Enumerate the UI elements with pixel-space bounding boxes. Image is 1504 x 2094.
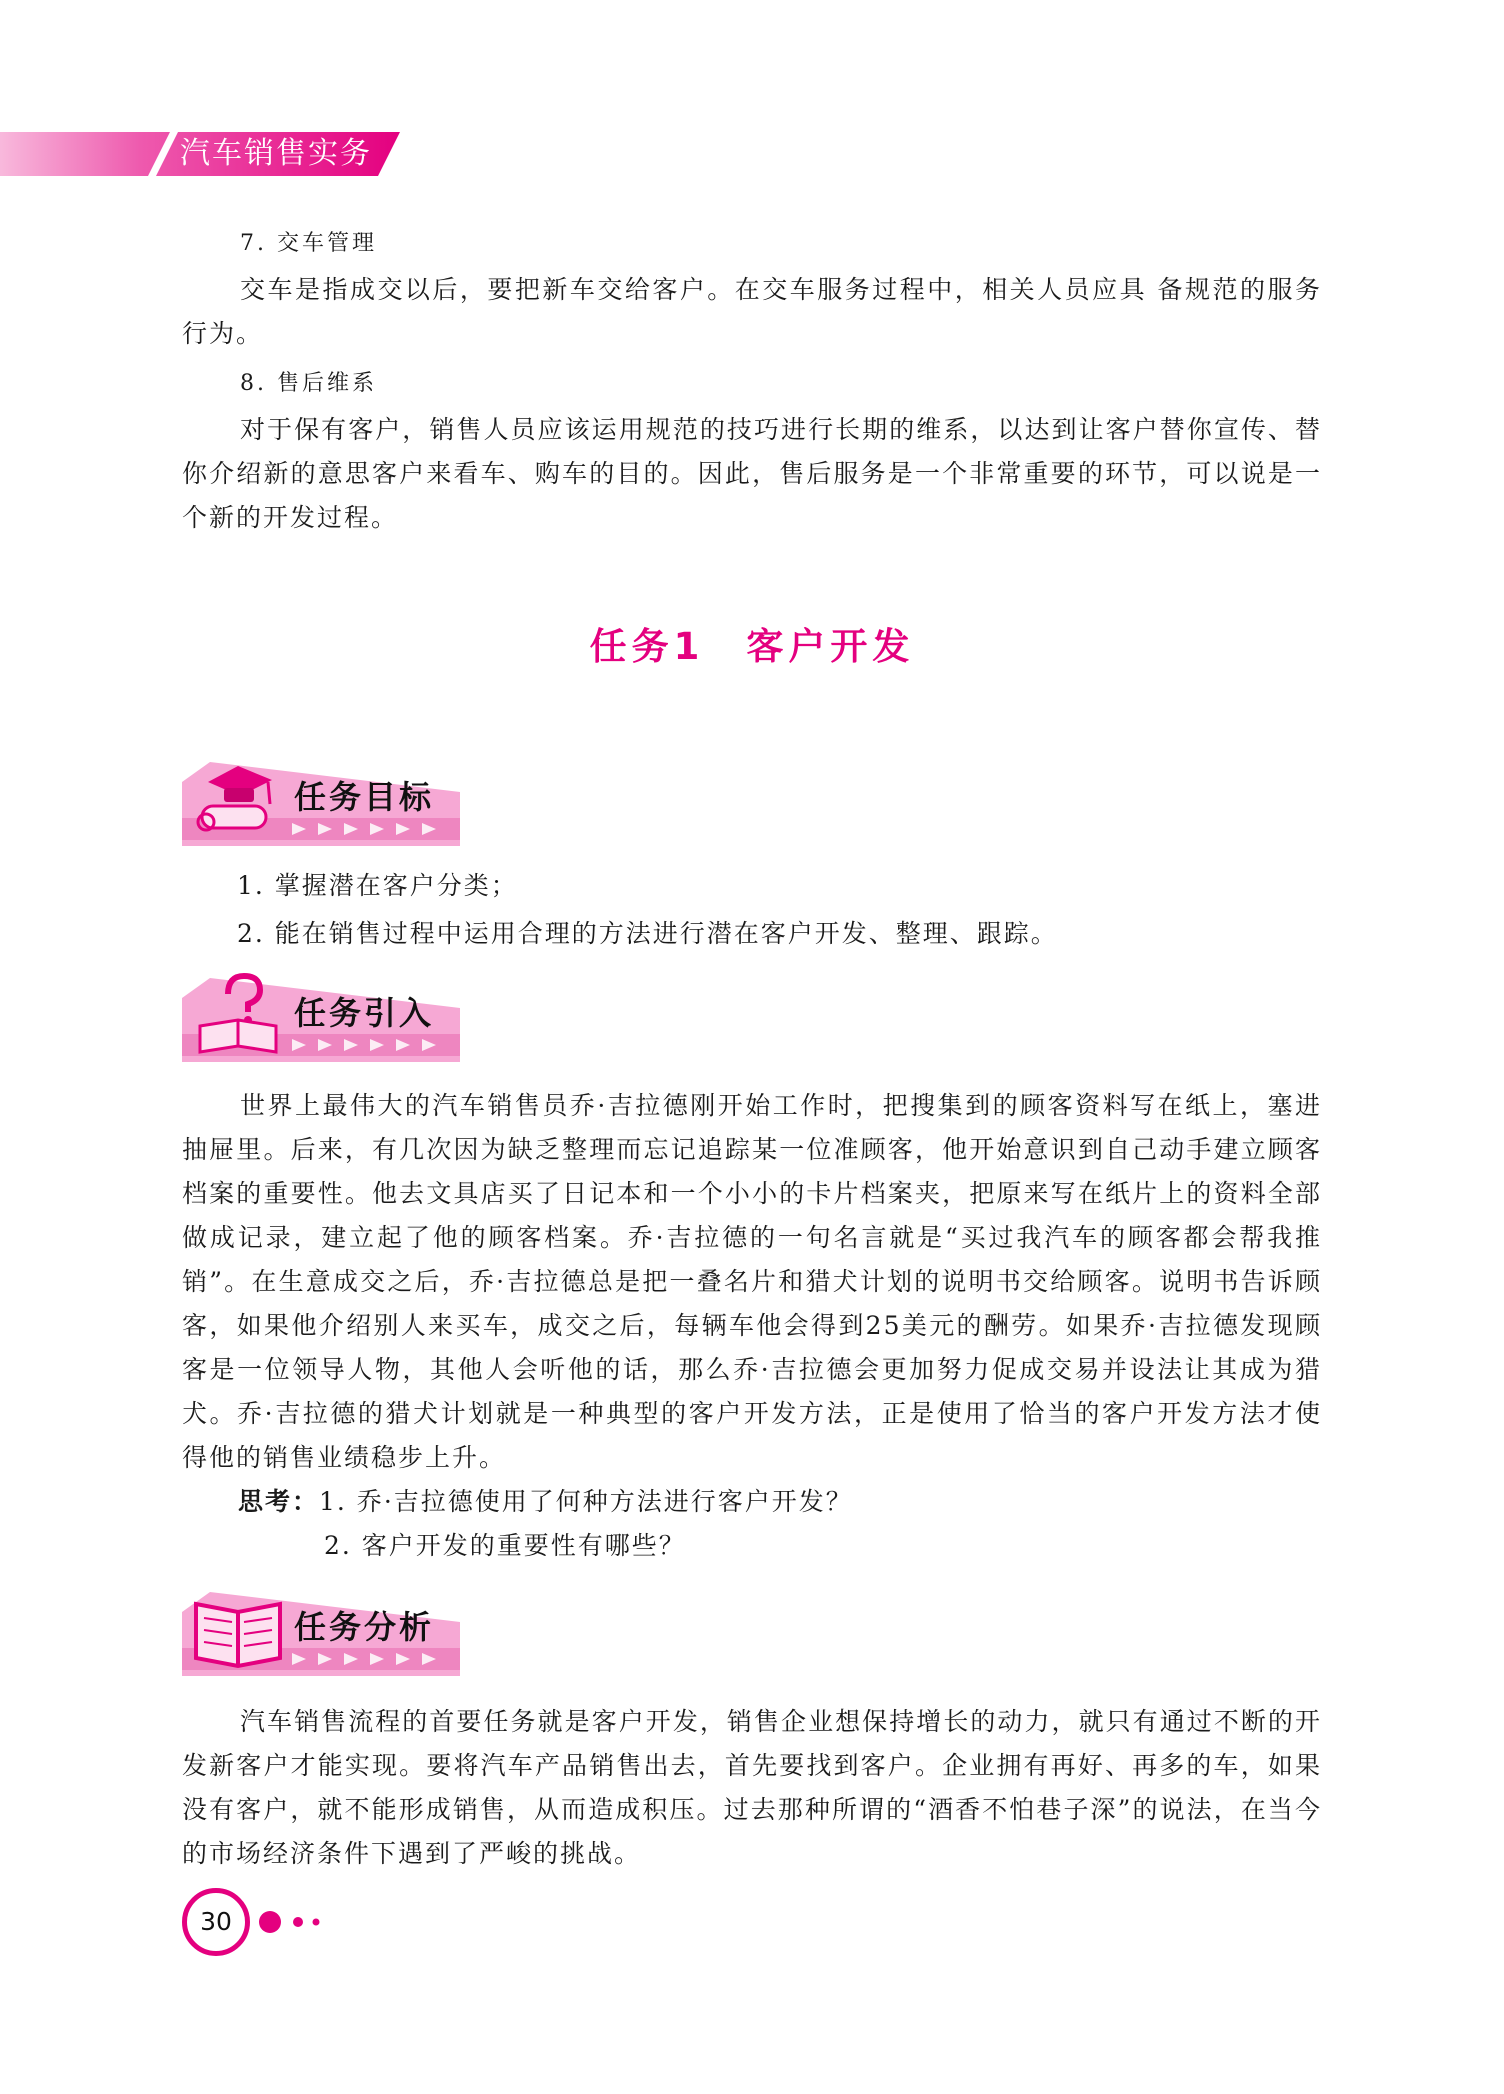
graduation-cap-icon <box>188 752 288 846</box>
introduction-section <box>182 1084 1322 1568</box>
question-book-icon <box>188 968 288 1062</box>
analysis-text: 汽车销售流程的首要任务就是客户开发，销售企业想保持增长的动力，就只有通过不断的开发新客户才能实现。要将汽车产品销售出去，首先要找到客户。企业拥有再好、再多的车，如果没有客户，就不能形成销售，从而造成积压。过去那种所谓的“酒香不怕巷子深”的说法，在当今的市场经济条件下遇到了严峻的挑战。 <box>182 1707 1322 1868</box>
analysis-banner <box>182 1582 460 1676</box>
task-title: 任务1 客户开发 <box>589 625 915 668</box>
objective-item: 2. 能在销售过程中运用合理的方法进行潜在客户开发、整理、跟踪。 <box>237 919 1058 948</box>
think-question-2: 2. 客户开发的重要性有哪些？ <box>324 1531 686 1560</box>
objectives-banner <box>182 752 460 846</box>
objective-item: 1. 掌握潜在客户分类； <box>237 871 518 900</box>
think-questions <box>182 1480 1322 1568</box>
open-book-icon <box>188 1582 288 1676</box>
analysis-section <box>182 1700 1322 1876</box>
intro-section <box>182 226 1322 540</box>
item-7-text: 交车是指成交以后，要把新车交给客户。在交车服务过程中，相关人员应具 备规范的服务行为。 <box>182 275 1322 348</box>
item-8-heading: 8. 售后维系 <box>240 371 377 396</box>
objectives-list <box>182 862 1322 958</box>
running-header-title: 汽车销售实务 <box>180 136 372 171</box>
introduction-banner <box>182 968 460 1062</box>
item-8-text: 对于保有客户，销售人员应该运用规范的技巧进行长期的维系，以达到让客户替你宣传、替你介绍新的意思客户来看车、购车的目的。因此，售后服务是一个非常重要的环节，可以说是一个新的开发过程。 <box>182 415 1322 532</box>
objectives-label: 任务目标 <box>294 778 435 816</box>
introduction-label: 任务引入 <box>294 994 435 1032</box>
introduction-text: 世界上最伟大的汽车销售员乔·吉拉德刚开始工作时，把搜集到的顾客资料写在纸上，塞进抽屉里。后来，有几次因为缺乏整理而忘记追踪某一位准顾客，他开始意识到自己动手建立顾客档案的重要性。他去文具店买了日记本和一个小小的卡片档案夹，把原来写在纸片上的资料全部做成记录，建立起了他的顾客档案。乔·吉拉德的一句名言就是“买过我汽车的顾客都会帮我推销”。在生意成交之后，乔·吉拉德总是把一叠名片和猎犬计划的说明书交给顾客。说明书告诉顾客，如果他介绍别人来买车，成交之后，每辆车他会得到25美元的酬劳。如果乔·吉拉德发现顾客是一位领导人物，其他人会听他的话，那么乔·吉拉德会更加努力促成交易并设法让其成为猎犬。乔·吉拉德的猎犬计划就是一种典型的客户开发方法，正是使用了恰当的客户开发方法才使得他的销售业绩稳步上升。 <box>182 1091 1322 1472</box>
item-7-heading: 7. 交车管理 <box>240 231 377 256</box>
think-label: 思考： <box>238 1487 320 1516</box>
page-footer <box>182 1888 342 1952</box>
analysis-label: 任务分析 <box>294 1608 435 1646</box>
page-number: 30 <box>182 1888 250 1956</box>
think-question-1: 1. 乔·吉拉德使用了何种方法进行客户开发？ <box>319 1487 853 1516</box>
page-dots-decoration <box>256 1888 356 1956</box>
